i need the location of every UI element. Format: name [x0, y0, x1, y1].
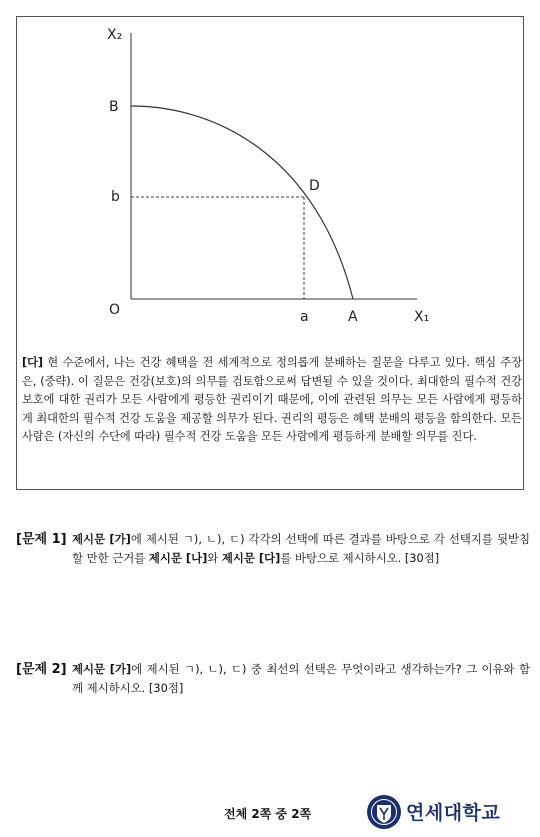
point-A-label: A	[348, 309, 358, 325]
frontier-curve	[131, 106, 353, 299]
point-D-label: D	[309, 178, 320, 194]
x-axis-label: X₁	[414, 309, 430, 325]
university-logo	[366, 792, 530, 832]
passage-da	[22, 354, 522, 447]
ppf-graph	[17, 17, 525, 347]
passage-tag: [다]	[22, 356, 44, 369]
page-number: 전체 2쪽 중 2쪽	[224, 807, 312, 821]
university-name: 연세대학교	[406, 802, 501, 824]
q2-text-a: 에 제시된 ㄱ), ㄴ), ㄷ) 중 최선의 선택은 무엇이라고 생각하는가? 그 이유와 함께 제시하시오. [30점]	[72, 662, 530, 695]
q1-ref-da: 제시문 [다]	[221, 551, 281, 565]
passage-text: 현 수준에서, 나는 건강 혜택을 전 세계적으로 정의롭게 분배하는 질문을 다루고 있다. 핵심 주장은, (중략). 이 질문은 건강(보호)의 의무를 검토함으로써 답변될 수 있을 것이다. 최대한의 필수적 건강보호에 대한 권리가 모든 사람에게 평등한 권리이기 때문에, 이에 관련된 의무는 모든 사람에게 평등하게 최대한의 필수적 건강 도움을 제공할 의무가 된다. 권리의 평등은 혜택 분배의 평등을 함의한다. 모든 사람은 (자신의 수단에 따라) 필수적 건강 도움을 모든 사람에게 평등하게 분배할 의무를 진다.	[22, 356, 522, 444]
question-1-number: [문제 1]	[16, 532, 67, 547]
q1-ref-na: 제시문 [나]	[148, 551, 208, 565]
y-axis-label: X₂	[107, 27, 123, 43]
question-2-number: [문제 2]	[16, 662, 67, 677]
question-1	[16, 530, 530, 568]
q1-text-a: 에 제시된 ㄱ), ㄴ), ㄷ) 각각의 선택에 따른 결과를 바탕으로 각 선택지를 뒷받침할 만한 근거를	[72, 532, 530, 565]
question-1-text	[72, 530, 530, 568]
q1-text-b: 와	[207, 551, 222, 565]
point-b-label: b	[111, 189, 120, 205]
question-2-text	[72, 660, 530, 698]
question-2	[16, 660, 530, 698]
q1-ref-ga: 제시문 [가]	[72, 532, 131, 546]
point-a-label: a	[300, 309, 309, 325]
point-B-label: B	[109, 99, 119, 115]
q2-ref-ga: 제시문 [가]	[72, 662, 132, 676]
q1-text-c: 를 바탕으로 제시하시오. [30점]	[280, 551, 440, 565]
university-emblem-icon	[366, 792, 402, 832]
origin-label: O	[109, 302, 121, 318]
